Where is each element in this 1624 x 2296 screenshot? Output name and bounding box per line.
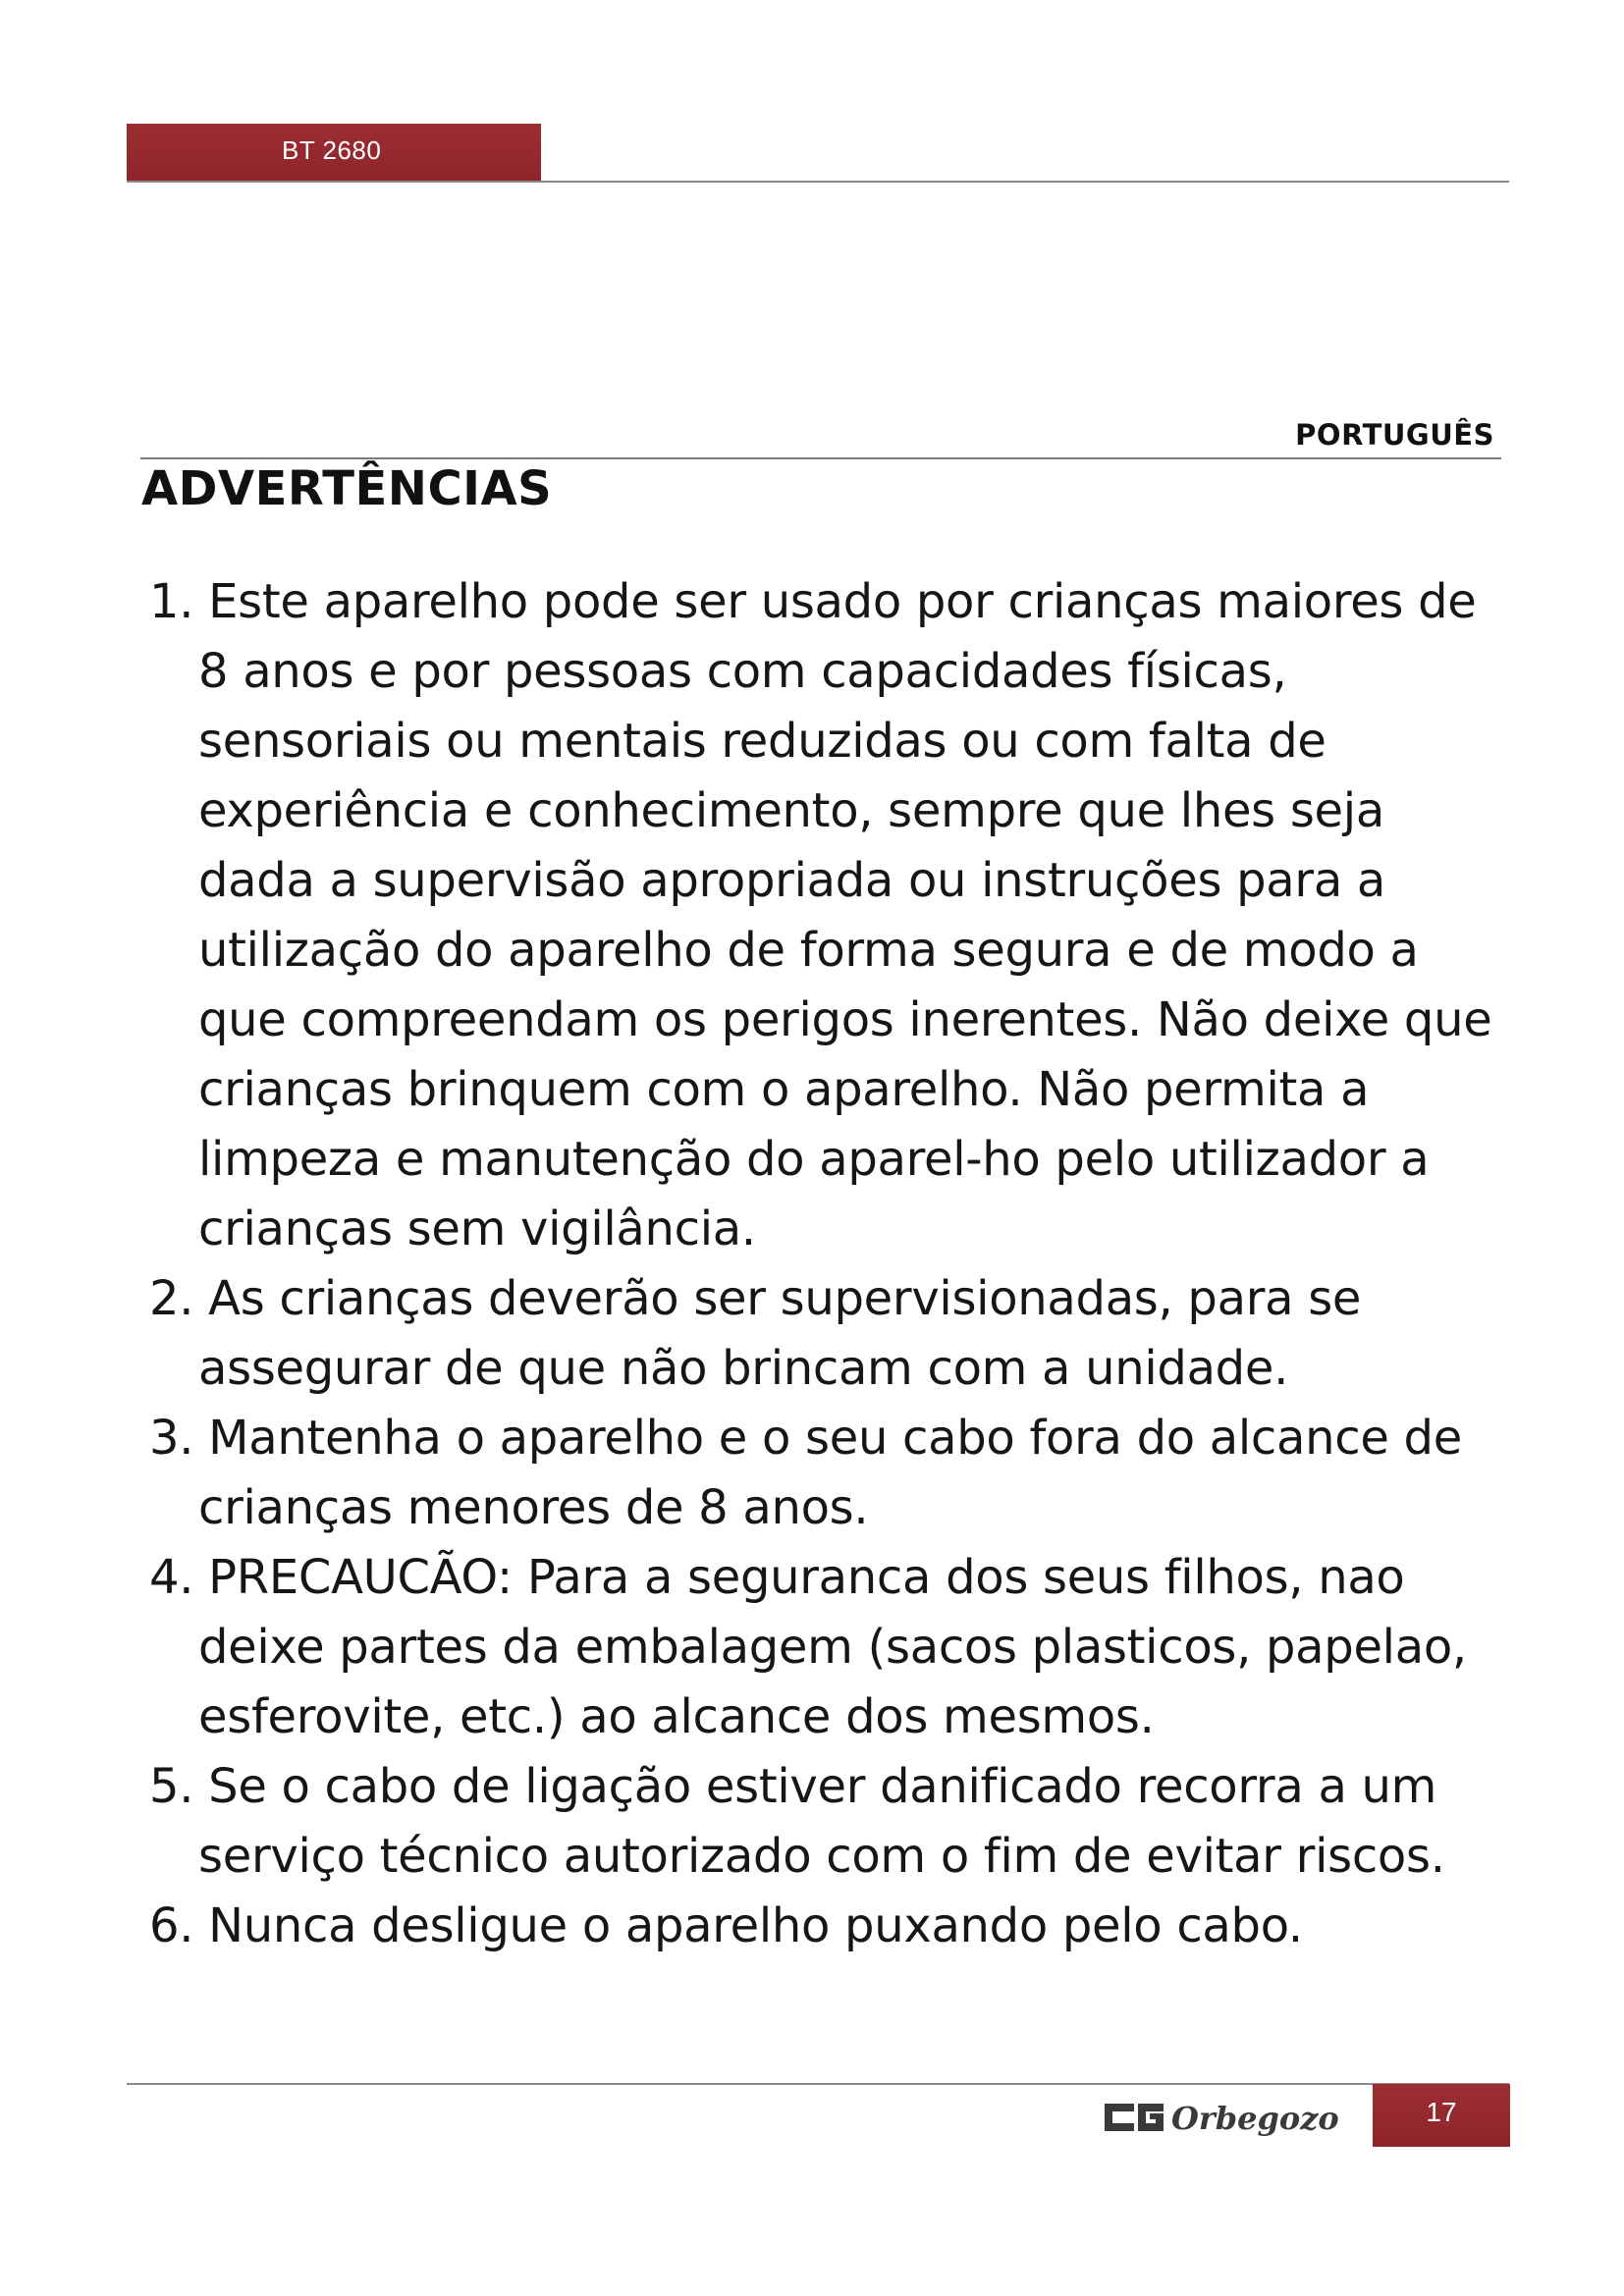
list-item: 6. Nunca desligue o aparelho puxando pelo cabo. — [149, 1898, 1303, 1953]
header-rule — [127, 181, 1509, 183]
list-item: 3. Mantenha o aparelho e o seu cabo fora do alcance de crianças menores de 8 anos. — [149, 1411, 1462, 1535]
footer-rule — [127, 2083, 1509, 2085]
orbegozo-logo — [1103, 2092, 1360, 2143]
warnings-list — [149, 567, 1514, 1961]
list-item: 5. Se o cabo de ligação estiver danificado recorra a um serviço técnico autorizado com o fim de evitar riscos. — [149, 1759, 1445, 1884]
section-title: ADVERTÊNCIAS — [141, 461, 553, 516]
list-item: 4. PRECAUCÃO: Para a seguranca dos seus filhos, nao deixe partes da embalagem (sacos plasticos, papelao, esferovite, etc.) ao alcance dos mesmos. — [149, 1550, 1467, 1744]
language-label: PORTUGUÊS — [1295, 418, 1494, 452]
model-number: BT 2680 — [282, 135, 382, 165]
language-rule — [140, 457, 1501, 459]
page-number: 17 — [1426, 2097, 1457, 2127]
svg-text:Orbegozo: Orbegozo — [1171, 2100, 1339, 2137]
list-item: 1. Este aparelho pode ser usado por crianças maiores de 8 anos e por pessoas com capacidades físicas, sensoriais ou mentais reduzidas ou com falta de experiência e conhecimento, sempre que lhes seja dada a supervisão apropriada ou instruções para a utilização do aparelho de forma segura e de modo a que compreendam os perigos inerentes. Não deixe que crianças brinquem com o aparelho. Não permita a limpeza e manutenção do aparel-ho pelo utilizador a crianças sem vigilância. — [149, 574, 1492, 1256]
list-item: 2. As crianças deverão ser supervisionadas, para se assegurar de que não brincam com a unidade. — [149, 1271, 1362, 1396]
